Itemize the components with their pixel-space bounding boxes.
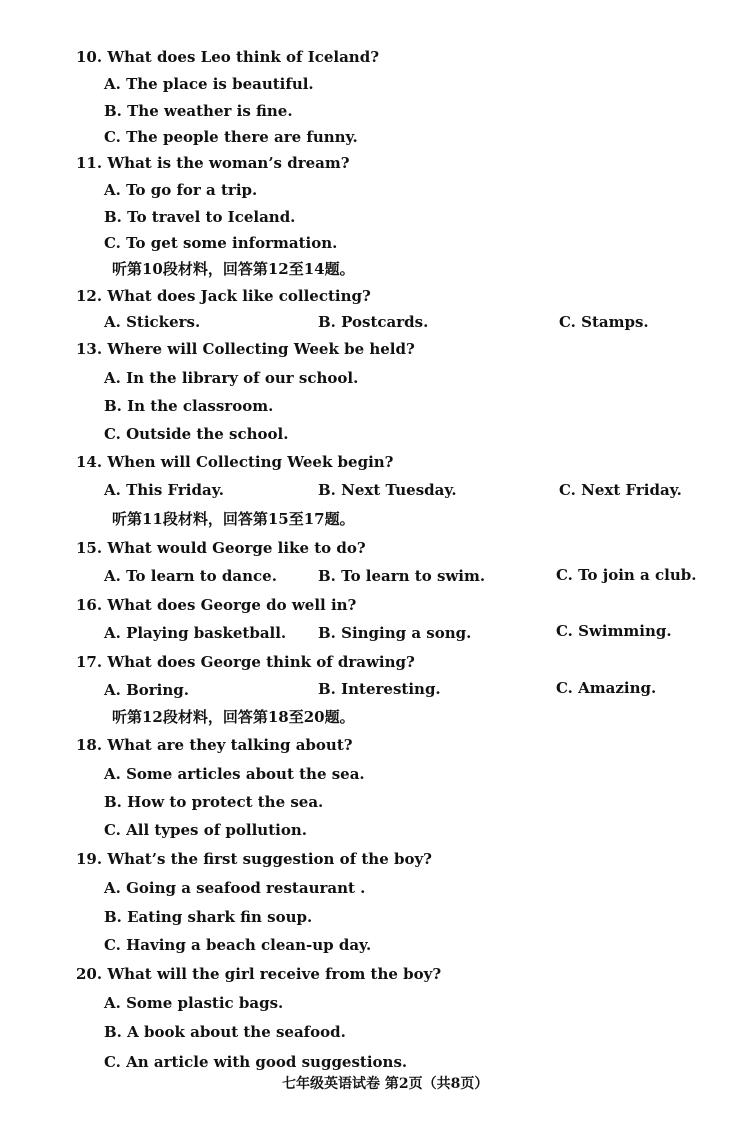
option-19-b: B. Eating shark fin soup. — [104, 908, 313, 926]
option-15-a: A. To learn to dance. — [104, 567, 277, 585]
question-11: 11. What is the woman’s dream? — [76, 154, 350, 172]
option-11-a: A. To go for a trip. — [104, 181, 258, 199]
question-18: 18. What are they talking about? — [76, 736, 353, 754]
option-20-a: A. Some plastic bags. — [104, 994, 284, 1012]
option-10-c: C. The people there are funny. — [104, 128, 358, 146]
option-15-c: C. To join a club. — [556, 566, 697, 584]
option-17-b: B. Interesting. — [318, 680, 441, 698]
question-12: 12. What does Jack like collecting? — [76, 287, 371, 305]
option-18-c: C. All types of pollution. — [104, 821, 307, 839]
option-19-c: C. Having a beach clean-up day. — [104, 936, 372, 954]
option-18-a: A. Some articles about the sea. — [104, 765, 365, 783]
page-footer: 七年级英语试卷 第2页（共8页） — [282, 1076, 489, 1092]
option-12-b: B. Postcards. — [318, 313, 429, 331]
option-19-a: A. Going a seafood restaurant . — [104, 879, 366, 897]
option-13-c: C. Outside the school. — [104, 425, 289, 443]
option-13-b: B. In the classroom. — [104, 397, 274, 415]
option-11-c: C. To get some information. — [104, 234, 338, 252]
question-17: 17. What does George think of drawing? — [76, 653, 415, 671]
question-13: 13. Where will Collecting Week be held? — [76, 340, 415, 358]
option-10-a: A. The place is beautiful. — [104, 75, 314, 93]
option-14-a: A. This Friday. — [104, 481, 224, 499]
question-14: 14. When will Collecting Week begin? — [76, 453, 394, 471]
section-instruction-10: 听第10段材料，回答第12至14题。 — [112, 260, 355, 278]
section-instruction-12: 听第12段材料，回答第18至20题。 — [112, 708, 355, 726]
option-16-a: A. Playing basketball. — [104, 624, 287, 642]
option-16-c: C. Swimming. — [556, 622, 672, 640]
option-11-b: B. To travel to Iceland. — [104, 208, 296, 226]
option-15-b: B. To learn to swim. — [318, 567, 486, 585]
option-12-a: A. Stickers. — [104, 313, 201, 331]
option-18-b: B. How to protect the sea. — [104, 793, 324, 811]
option-20-b: B. A book about the seafood. — [104, 1023, 346, 1041]
question-16: 16. What does George do well in? — [76, 596, 357, 614]
section-instruction-11: 听第11段材料，回答第15至17题。 — [112, 510, 355, 528]
option-17-a: A. Boring. — [104, 681, 189, 699]
option-14-c: C. Next Friday. — [559, 481, 682, 499]
question-20: 20. What will the girl receive from the boy? — [76, 965, 442, 983]
option-17-c: C. Amazing. — [556, 679, 657, 697]
option-12-c: C. Stamps. — [559, 313, 649, 331]
option-10-b: B. The weather is fine. — [104, 102, 293, 120]
option-16-b: B. Singing a song. — [318, 624, 472, 642]
option-14-b: B. Next Tuesday. — [318, 481, 457, 499]
option-20-c: C. An article with good suggestions. — [104, 1053, 408, 1071]
question-10: 10. What does Leo think of Iceland? — [76, 48, 379, 66]
question-19: 19. What’s the first suggestion of the boy? — [76, 850, 432, 868]
question-15: 15. What would George like to do? — [76, 539, 366, 557]
option-13-a: A. In the library of our school. — [104, 369, 359, 387]
